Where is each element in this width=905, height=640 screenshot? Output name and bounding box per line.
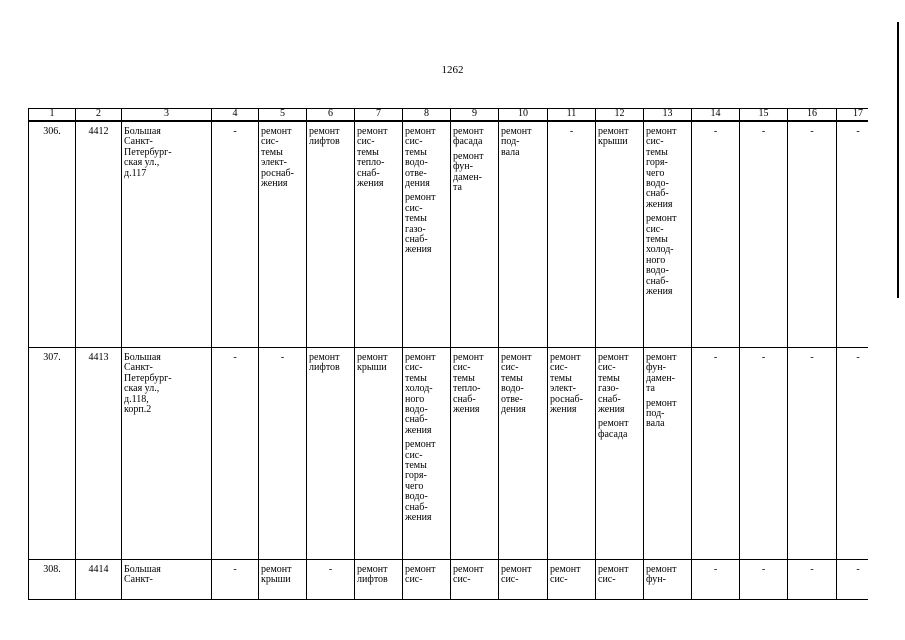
work-entry: ремонт фун- дамен- та bbox=[453, 150, 484, 194]
column-header: 1 bbox=[29, 109, 76, 122]
column-header: 17 bbox=[837, 109, 869, 122]
column-header: 16 bbox=[788, 109, 837, 122]
address-cell bbox=[122, 121, 212, 348]
work-cell-empty: - bbox=[692, 560, 740, 600]
work-cell-empty: - bbox=[740, 121, 788, 348]
building-code-cell: 4414 bbox=[76, 560, 122, 600]
address-text: Большая Санкт- bbox=[124, 564, 161, 586]
work-cell bbox=[548, 348, 596, 560]
work-entry: ремонт сис- bbox=[405, 564, 436, 586]
work-entry: ремонт сис- темы газо- снаб- жения bbox=[598, 352, 629, 416]
work-entry: ремонт крыши bbox=[261, 564, 292, 586]
work-cell-empty: - bbox=[212, 348, 259, 560]
margin-edge-line bbox=[897, 22, 899, 298]
work-cell bbox=[644, 348, 692, 560]
column-header: 10 bbox=[499, 109, 548, 122]
page-number: 1262 bbox=[441, 64, 464, 76]
work-cell bbox=[499, 121, 548, 348]
work-entry: ремонт сис- темы горя- чего водо- снаб- жения bbox=[405, 439, 436, 524]
row-number-cell: 307. bbox=[29, 348, 76, 560]
work-cell bbox=[259, 560, 307, 600]
address-cell bbox=[122, 348, 212, 560]
work-entry: ремонт фун- bbox=[646, 564, 677, 586]
work-cell bbox=[403, 121, 451, 348]
work-entry: ремонт сис- темы тепло- снаб- жения bbox=[453, 352, 484, 416]
work-entry: ремонт сис- темы газо- снаб- жения bbox=[405, 192, 436, 256]
work-cell-empty: - bbox=[788, 348, 837, 560]
repair-schedule-table bbox=[28, 108, 868, 600]
column-header: 11 bbox=[548, 109, 596, 122]
work-entry: ремонт сис- темы водо- отве- дения bbox=[501, 352, 532, 416]
work-cell bbox=[259, 121, 307, 348]
work-cell-empty: - bbox=[837, 348, 869, 560]
work-cell-empty: - bbox=[837, 560, 869, 600]
work-cell bbox=[451, 348, 499, 560]
address-cell bbox=[122, 560, 212, 600]
work-cell bbox=[596, 348, 644, 560]
work-entry: ремонт сис- bbox=[550, 564, 581, 586]
column-header: 4 bbox=[212, 109, 259, 122]
work-cell bbox=[451, 121, 499, 348]
row-number-cell: 308. bbox=[29, 560, 76, 600]
work-entry: ремонт сис- темы холод- ного водо- снаб- жения bbox=[405, 352, 436, 436]
column-header: 6 bbox=[307, 109, 355, 122]
table-row bbox=[29, 348, 869, 560]
work-entry: ремонт фасада bbox=[598, 418, 629, 440]
work-entry: ремонт фун- дамен- та bbox=[646, 352, 677, 395]
work-cell-empty: - bbox=[740, 560, 788, 600]
work-entry: ремонт сис- темы элект- роснаб- жения bbox=[261, 126, 294, 190]
work-entry: ремонт сис- темы тепло- снаб- жения bbox=[357, 126, 388, 190]
work-cell-empty: - bbox=[212, 560, 259, 600]
work-entry: ремонт сис- темы горя- чего водо- снаб- жения bbox=[646, 126, 677, 210]
address-text: Большая Санкт- Петербург- ская ул., д.117 bbox=[124, 126, 172, 179]
work-entry: ремонт сис- bbox=[501, 564, 532, 586]
work-cell bbox=[548, 560, 596, 600]
column-header: 13 bbox=[644, 109, 692, 122]
work-cell-empty: - bbox=[259, 348, 307, 560]
row-number-cell: 306. bbox=[29, 121, 76, 348]
work-cell bbox=[596, 121, 644, 348]
work-cell-empty: - bbox=[740, 348, 788, 560]
column-header: 7 bbox=[355, 109, 403, 122]
column-header: 2 bbox=[76, 109, 122, 122]
building-code-cell: 4413 bbox=[76, 348, 122, 560]
work-entry: ремонт фасада bbox=[453, 126, 484, 148]
column-header: 15 bbox=[740, 109, 788, 122]
column-header: 3 bbox=[122, 109, 212, 122]
table-row bbox=[29, 121, 869, 348]
work-cell-empty: - bbox=[548, 121, 596, 348]
work-cell-empty: - bbox=[788, 121, 837, 348]
work-cell bbox=[355, 560, 403, 600]
work-cell bbox=[596, 560, 644, 600]
address-text: Большая Санкт- Петербург- ская ул., д.118, корп.2 bbox=[124, 352, 172, 416]
work-entry: ремонт сис- темы элект- роснаб- жения bbox=[550, 352, 583, 416]
work-cell bbox=[307, 121, 355, 348]
column-number-row bbox=[29, 109, 869, 122]
work-cell bbox=[307, 348, 355, 560]
work-cell-empty: - bbox=[212, 121, 259, 348]
work-entry: ремонт сис- bbox=[453, 564, 484, 586]
work-entry: ремонт лифтов bbox=[309, 126, 340, 148]
work-entry: ремонт лифтов bbox=[309, 352, 340, 374]
work-entry: ремонт лифтов bbox=[357, 564, 388, 586]
work-entry: ремонт под- вала bbox=[646, 397, 677, 430]
column-header: 9 bbox=[451, 109, 499, 122]
work-cell bbox=[403, 348, 451, 560]
work-cell-empty: - bbox=[307, 560, 355, 600]
work-cell bbox=[355, 121, 403, 348]
work-cell bbox=[644, 560, 692, 600]
work-entry: ремонт сис- темы холод- ного водо- снаб- жения bbox=[646, 213, 677, 298]
work-entry: ремонт сис- bbox=[598, 564, 629, 586]
column-header: 14 bbox=[692, 109, 740, 122]
work-entry: ремонт под- вала bbox=[501, 126, 532, 158]
work-cell-empty: - bbox=[692, 121, 740, 348]
building-code-cell: 4412 bbox=[76, 121, 122, 348]
work-cell-empty: - bbox=[837, 121, 869, 348]
work-cell bbox=[403, 560, 451, 600]
column-header: 5 bbox=[259, 109, 307, 122]
table-row bbox=[29, 560, 869, 600]
work-cell bbox=[451, 560, 499, 600]
work-entry: ремонт сис- темы водо- отве- дения bbox=[405, 126, 436, 190]
work-entry: ремонт крыши bbox=[357, 352, 388, 374]
work-cell bbox=[499, 348, 548, 560]
work-cell bbox=[355, 348, 403, 560]
work-cell-empty: - bbox=[692, 348, 740, 560]
column-header: 12 bbox=[596, 109, 644, 122]
column-header: 8 bbox=[403, 109, 451, 122]
work-entry: ремонт крыши bbox=[598, 126, 629, 148]
work-cell bbox=[644, 121, 692, 348]
document-sheet bbox=[28, 108, 868, 600]
work-cell bbox=[499, 560, 548, 600]
work-cell-empty: - bbox=[788, 560, 837, 600]
